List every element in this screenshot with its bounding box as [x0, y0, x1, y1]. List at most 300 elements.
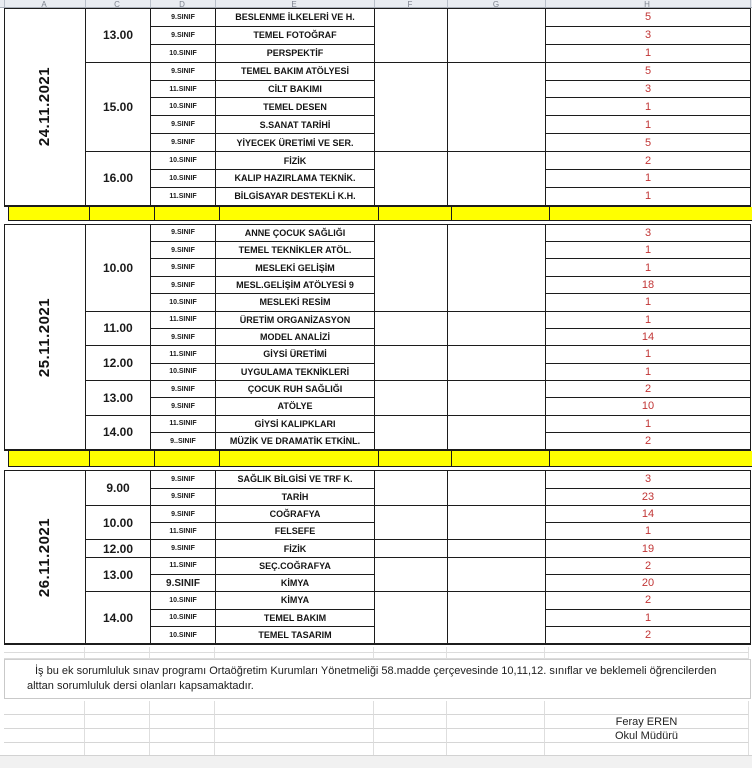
count-cell[interactable]	[546, 27, 750, 45]
course-cell[interactable]	[216, 398, 375, 415]
course-cell-label: GİYSİ ÜRETİMİ	[263, 349, 327, 360]
course-cell[interactable]	[216, 523, 375, 540]
signature-title[interactable]: Okul Müdürü	[545, 729, 749, 743]
course-cell[interactable]	[216, 346, 375, 363]
class-cell-label: 9.SINIF	[171, 385, 195, 393]
class-cell-label: 11.SINIF	[169, 562, 197, 570]
class-cell[interactable]	[151, 592, 216, 609]
course-cell[interactable]	[216, 81, 375, 99]
class-cell-label: 10.SINIF	[169, 596, 197, 604]
course-cell-label: TEMEL TEKNİKLER ATÖL.	[238, 245, 352, 256]
count-cell-label: 2	[644, 154, 652, 167]
empty-cell-g[interactable]	[448, 9, 546, 63]
time-cell-label: 11.00	[103, 321, 133, 336]
count-cell[interactable]	[546, 170, 750, 188]
class-cell-label: 9.SINIF	[171, 13, 195, 21]
column-separator	[750, 0, 751, 8]
class-cell[interactable]	[151, 259, 216, 276]
yellow-separator-cell[interactable]	[379, 207, 452, 220]
class-cell[interactable]	[151, 433, 216, 450]
empty-cell[interactable]	[150, 653, 215, 659]
course-cell[interactable]	[216, 63, 375, 81]
course-cell-label: BİLGİSAYAR DESTEKLİ K.H.	[234, 191, 356, 202]
course-cell[interactable]	[216, 27, 375, 45]
time-cell[interactable]	[86, 416, 151, 451]
class-cell[interactable]	[151, 346, 216, 363]
course-cell-label: MESLEKİ GELİŞİM	[255, 262, 335, 273]
class-cell[interactable]	[151, 523, 216, 540]
empty-cell-g[interactable]	[448, 381, 546, 416]
count-cell[interactable]	[546, 98, 750, 116]
empty-gridline-rows	[4, 647, 751, 659]
column-letter-c[interactable]: C	[114, 0, 120, 8]
class-cell[interactable]	[151, 45, 216, 63]
count-cell-label: 2	[644, 629, 652, 642]
yellow-separator-cell[interactable]	[155, 207, 220, 220]
empty-cell-g[interactable]	[448, 540, 546, 557]
course-cell[interactable]	[216, 592, 375, 609]
count-cell-label: 5	[644, 136, 652, 149]
empty-cell[interactable]	[374, 653, 447, 659]
course-cell-label: FİZİK	[283, 155, 307, 166]
column-separator	[545, 0, 546, 8]
count-cell[interactable]	[546, 540, 750, 557]
column-separator	[4, 0, 5, 8]
count-cell-label: 1	[644, 525, 652, 538]
course-cell-label: MÜZİK VE DRAMATİK ETKİNL.	[229, 436, 361, 447]
course-cell-label: KİMYA	[280, 595, 310, 606]
class-cell[interactable]	[151, 506, 216, 523]
course-cell-label: ANNE ÇOCUK SAĞLIĞI	[244, 227, 346, 238]
course-cell-label: MESL.GELİŞİM ATÖLYESİ 9	[236, 280, 354, 290]
empty-cell[interactable]	[447, 653, 545, 659]
empty-cell[interactable]	[447, 715, 545, 729]
empty-cell-f[interactable]	[375, 381, 448, 416]
course-cell[interactable]	[216, 312, 375, 329]
class-cell[interactable]	[151, 610, 216, 627]
class-cell-label: 11.SINIF	[169, 350, 197, 358]
empty-cell[interactable]	[374, 715, 447, 729]
time-cell-label: 15.00	[102, 99, 134, 114]
empty-cell-g[interactable]	[448, 152, 546, 206]
column-letter-h[interactable]: H	[644, 0, 650, 8]
empty-cell[interactable]	[215, 729, 374, 743]
count-cell[interactable]	[546, 364, 750, 381]
count-cell-label: 1	[644, 190, 652, 203]
class-cell[interactable]	[151, 398, 216, 415]
empty-cell-f[interactable]	[375, 152, 448, 206]
class-cell[interactable]	[151, 575, 216, 592]
empty-cell-g[interactable]	[448, 471, 546, 506]
time-cell[interactable]	[86, 471, 151, 506]
time-cell-label: 13.00	[102, 28, 134, 43]
empty-cell-g[interactable]	[448, 416, 546, 451]
column-letter-g[interactable]: G	[492, 0, 500, 8]
time-cell-label: 14.00	[102, 425, 134, 440]
class-cell[interactable]	[151, 329, 216, 346]
course-cell-label: UYGULAMA TEKNİKLERİ	[240, 366, 350, 377]
course-cell[interactable]	[216, 575, 375, 592]
yellow-separator-cell[interactable]	[550, 207, 752, 220]
count-cell[interactable]	[546, 152, 750, 170]
date-cell[interactable]	[5, 225, 86, 450]
class-cell-label: 9.SINIF	[171, 402, 195, 410]
empty-cell-g[interactable]	[448, 592, 546, 644]
count-cell[interactable]	[546, 506, 750, 523]
course-cell-label: GİYSİ KALIPKLARI	[254, 418, 336, 429]
yellow-separator-cell[interactable]	[9, 451, 90, 466]
empty-cell[interactable]	[4, 701, 85, 715]
class-cell[interactable]	[151, 558, 216, 575]
time-cell-label: 12.00	[102, 356, 134, 371]
count-cell-label: 3	[644, 473, 652, 486]
course-cell[interactable]	[216, 98, 375, 116]
count-cell-label: 14	[641, 331, 655, 344]
footer-note[interactable]	[4, 659, 751, 699]
class-cell-label: 10.SINIF	[169, 614, 197, 622]
empty-cell-f[interactable]	[375, 346, 448, 381]
class-cell-label: 10.SINIF	[169, 174, 197, 182]
class-cell-label: 9.SINIF	[171, 139, 195, 147]
class-cell-label: 9.SINIF	[171, 264, 195, 272]
empty-cell[interactable]	[150, 729, 215, 743]
count-cell[interactable]	[546, 242, 750, 259]
date-block-25.11.2021	[4, 224, 751, 451]
count-cell[interactable]	[546, 277, 750, 294]
time-cell[interactable]	[86, 506, 151, 541]
count-cell-label: 19	[641, 542, 655, 555]
course-cell-label: CİLT BAKIMI	[268, 84, 322, 94]
count-cell[interactable]	[546, 116, 750, 134]
count-cell[interactable]	[546, 259, 750, 276]
yellow-separator	[8, 207, 752, 221]
class-cell-label: 11.SINIF	[169, 316, 197, 324]
class-cell[interactable]	[151, 170, 216, 188]
empty-cell[interactable]	[85, 715, 150, 729]
count-cell[interactable]	[546, 134, 750, 152]
time-cell[interactable]	[86, 346, 151, 381]
count-cell[interactable]	[546, 416, 750, 433]
bottom-band	[0, 755, 752, 768]
class-cell[interactable]	[151, 627, 216, 644]
course-cell-label: TEMEL BAKIM ATÖLYESİ	[240, 66, 349, 77]
class-cell[interactable]	[151, 489, 216, 506]
time-cell-label: 16.00	[102, 171, 134, 186]
count-cell[interactable]	[546, 9, 750, 27]
column-separator	[150, 0, 151, 8]
course-cell[interactable]	[216, 45, 375, 63]
time-cell[interactable]	[86, 152, 151, 206]
signature-grid	[4, 701, 751, 757]
class-cell[interactable]	[151, 81, 216, 99]
empty-cell-f[interactable]	[375, 506, 448, 541]
course-cell[interactable]	[216, 610, 375, 627]
yellow-separator-cell[interactable]	[9, 207, 90, 220]
empty-cell-g[interactable]	[448, 225, 546, 312]
count-cell-label: 2	[644, 559, 652, 572]
date-cell-label: 25.11.2021	[36, 297, 54, 377]
empty-cell-f[interactable]	[375, 416, 448, 451]
count-cell[interactable]	[546, 398, 750, 415]
class-cell[interactable]	[151, 27, 216, 45]
count-cell-label: 5	[644, 11, 652, 24]
class-cell-label: 9..SINIF	[170, 437, 196, 445]
course-cell-label: FELSEFE	[274, 526, 316, 537]
course-cell[interactable]	[216, 489, 375, 506]
empty-cell-g[interactable]	[448, 312, 546, 347]
empty-cell-g[interactable]	[448, 346, 546, 381]
course-cell-label: S.SANAT TARİHİ	[259, 119, 331, 130]
count-cell[interactable]	[546, 489, 750, 506]
course-cell[interactable]	[216, 225, 375, 242]
count-cell-label: 1	[644, 348, 652, 361]
course-cell[interactable]	[216, 170, 375, 188]
empty-cell[interactable]	[447, 701, 545, 715]
time-cell-label: 13.00	[102, 390, 134, 405]
column-letter-d[interactable]: D	[179, 0, 185, 8]
count-cell-label: 1	[644, 47, 652, 60]
class-cell[interactable]	[151, 9, 216, 27]
course-cell[interactable]	[216, 134, 375, 152]
count-cell[interactable]	[546, 575, 750, 592]
empty-cell[interactable]	[374, 729, 447, 743]
course-cell[interactable]	[216, 364, 375, 381]
class-cell[interactable]	[151, 134, 216, 152]
yellow-separator-cell[interactable]	[155, 451, 220, 466]
class-cell[interactable]	[151, 188, 216, 206]
count-cell[interactable]	[546, 523, 750, 540]
course-cell[interactable]	[216, 627, 375, 644]
yellow-separator-cell[interactable]	[550, 451, 752, 466]
date-cell[interactable]	[5, 471, 86, 644]
course-cell-label: TEMEL BAKIM	[263, 612, 327, 623]
time-cell-label: 9.00	[106, 481, 130, 496]
course-cell[interactable]	[216, 540, 375, 557]
column-letter-f[interactable]: F	[407, 0, 413, 8]
empty-cell[interactable]	[447, 729, 545, 743]
count-cell[interactable]	[546, 81, 750, 99]
empty-cell-f[interactable]	[375, 592, 448, 644]
empty-cell-f[interactable]	[375, 63, 448, 152]
course-cell[interactable]	[216, 152, 375, 170]
empty-cell[interactable]	[215, 701, 374, 715]
class-cell-label: 9.SINIF	[171, 281, 195, 289]
time-cell-label: 12.00	[102, 541, 134, 556]
course-cell[interactable]	[216, 433, 375, 450]
count-cell[interactable]	[546, 63, 750, 81]
date-cell[interactable]	[5, 9, 86, 206]
class-cell[interactable]	[151, 416, 216, 433]
time-cell[interactable]	[86, 540, 151, 557]
empty-cell[interactable]	[215, 653, 374, 659]
yellow-separator-cell[interactable]	[90, 451, 155, 466]
course-cell[interactable]	[216, 558, 375, 575]
column-separator	[85, 0, 86, 8]
time-cell[interactable]	[86, 592, 151, 644]
empty-cell-g[interactable]	[448, 63, 546, 152]
class-cell-label: 9.SINIF	[171, 510, 195, 518]
time-cell-label: 13.00	[102, 567, 134, 582]
course-cell[interactable]	[216, 188, 375, 206]
empty-cell-g[interactable]	[448, 506, 546, 541]
course-cell-label: ÜRETİM ORGANİZASYON	[239, 314, 351, 325]
empty-cell[interactable]	[85, 729, 150, 743]
empty-cell[interactable]	[85, 701, 150, 715]
course-cell[interactable]	[216, 242, 375, 259]
class-cell[interactable]	[151, 294, 216, 311]
signature-name[interactable]: Feray EREN	[545, 715, 749, 729]
column-separator	[374, 0, 375, 8]
course-cell-label: KALIP HAZIRLAMA TEKNİK.	[234, 173, 356, 184]
class-cell-label: 11.SINIF	[169, 420, 197, 428]
yellow-separator-cell[interactable]	[379, 451, 452, 466]
yellow-separator	[8, 451, 752, 467]
time-cell[interactable]	[86, 381, 151, 416]
count-cell-label: 1	[644, 365, 652, 378]
count-cell[interactable]	[546, 627, 750, 644]
course-cell[interactable]	[216, 294, 375, 311]
count-cell[interactable]	[546, 558, 750, 575]
class-cell[interactable]	[151, 242, 216, 259]
class-cell-label: 9.SINIF	[166, 577, 200, 589]
time-cell[interactable]	[86, 312, 151, 347]
empty-cell[interactable]	[545, 653, 749, 659]
count-cell-label: 1	[644, 118, 652, 131]
course-cell[interactable]	[216, 9, 375, 27]
yellow-separator-cell[interactable]	[220, 451, 379, 466]
class-cell-label: 10.SINIF	[169, 157, 197, 165]
empty-cell-g[interactable]	[448, 558, 546, 593]
empty-cell-f[interactable]	[375, 558, 448, 593]
course-cell-label: MESLEKİ RESİM	[259, 297, 331, 308]
count-cell[interactable]	[546, 592, 750, 609]
class-cell-label: 11.SINIF	[169, 527, 197, 535]
column-separator	[447, 0, 448, 8]
course-cell-label: SAĞLIK BİLGİSİ VE TRF K.	[237, 474, 353, 485]
class-cell[interactable]	[151, 63, 216, 81]
count-cell-label: 1	[644, 261, 652, 274]
empty-cell-f[interactable]	[375, 312, 448, 347]
column-letter-a[interactable]: A	[41, 0, 47, 8]
course-cell-label: BESLENME İLKELERİ VE H.	[235, 12, 355, 23]
count-cell[interactable]	[546, 346, 750, 363]
time-cell-label: 10.00	[102, 260, 134, 275]
empty-cell-f[interactable]	[375, 225, 448, 312]
count-cell[interactable]	[546, 329, 750, 346]
course-cell[interactable]	[216, 329, 375, 346]
class-cell[interactable]	[151, 277, 216, 294]
date-cell-label: 24.11.2021	[36, 67, 54, 147]
count-cell[interactable]	[546, 225, 750, 242]
count-cell-label: 18	[641, 279, 655, 291]
course-cell[interactable]	[216, 277, 375, 294]
footer-note-line2: alttan sorumluluk dersi olanları kapsamaktadır.	[27, 680, 254, 693]
count-cell[interactable]	[546, 471, 750, 488]
empty-cell[interactable]	[215, 715, 374, 729]
class-cell[interactable]	[151, 98, 216, 116]
course-cell-label: TARİH	[281, 491, 309, 502]
course-cell-label: PERSPEKTİF	[266, 48, 324, 59]
empty-cell-f[interactable]	[375, 9, 448, 63]
time-cell[interactable]	[86, 558, 151, 593]
count-cell[interactable]	[546, 312, 750, 329]
course-cell-label: KİMYA	[280, 578, 310, 589]
empty-cell[interactable]	[4, 715, 85, 729]
empty-cell[interactable]	[85, 653, 150, 659]
class-cell[interactable]	[151, 116, 216, 134]
class-cell-label: 9.SINIF	[171, 31, 195, 39]
column-separator	[215, 0, 216, 8]
class-cell-label: 9.SINIF	[171, 493, 195, 501]
class-cell-label: 10.SINIF	[169, 631, 197, 639]
class-cell-label: 9.SINIF	[171, 246, 195, 254]
time-cell[interactable]	[86, 9, 151, 63]
count-cell[interactable]	[546, 188, 750, 206]
count-cell-label: 5	[644, 65, 652, 78]
class-cell[interactable]	[151, 540, 216, 557]
class-cell-label: 9.SINIF	[171, 67, 195, 75]
class-cell-label: 11.SINIF	[169, 192, 197, 200]
course-cell[interactable]	[216, 506, 375, 523]
class-cell-label: 9.SINIF	[171, 121, 195, 129]
empty-cell[interactable]	[4, 729, 85, 743]
course-cell-label: MODEL ANALİZİ	[260, 332, 330, 343]
course-cell-label: YİYECEK ÜRETİMİ VE SER.	[236, 137, 354, 148]
course-cell-label: TEMEL TASARIM	[258, 630, 332, 641]
column-letter-e[interactable]: E	[291, 0, 297, 8]
course-cell[interactable]	[216, 116, 375, 134]
count-cell[interactable]	[546, 610, 750, 627]
empty-cell-f[interactable]	[375, 471, 448, 506]
empty-cell-f[interactable]	[375, 540, 448, 557]
count-cell-label: 23	[641, 490, 655, 503]
course-cell[interactable]	[216, 471, 375, 488]
empty-cell[interactable]	[150, 701, 215, 715]
empty-cell[interactable]	[4, 653, 85, 659]
count-cell[interactable]	[546, 45, 750, 63]
time-cell[interactable]	[86, 225, 151, 312]
count-cell[interactable]	[546, 381, 750, 398]
yellow-separator-cell[interactable]	[220, 207, 379, 220]
count-cell[interactable]	[546, 433, 750, 450]
course-cell[interactable]	[216, 259, 375, 276]
empty-cell[interactable]	[150, 715, 215, 729]
course-cell[interactable]	[216, 381, 375, 398]
class-cell[interactable]	[151, 152, 216, 170]
time-cell[interactable]	[86, 63, 151, 152]
course-cell-label: TEMEL FOTOĞRAF	[253, 30, 337, 41]
class-cell[interactable]	[151, 381, 216, 398]
class-cell-label: 10.SINIF	[169, 103, 197, 111]
count-cell[interactable]	[546, 294, 750, 311]
time-cell-label: 10.00	[102, 515, 134, 530]
course-cell-label: TEMEL DESEN	[263, 101, 327, 112]
yellow-separator-cell[interactable]	[452, 451, 550, 466]
class-cell[interactable]	[151, 364, 216, 381]
yellow-separator-cell[interactable]	[90, 207, 155, 220]
course-cell[interactable]	[216, 416, 375, 433]
class-cell[interactable]	[151, 471, 216, 488]
class-cell[interactable]	[151, 312, 216, 329]
empty-cell[interactable]	[545, 701, 749, 715]
class-cell-label: 10.SINIF	[169, 368, 197, 376]
class-cell[interactable]	[151, 225, 216, 242]
yellow-separator-cell[interactable]	[452, 207, 550, 220]
count-cell-label: 1	[644, 244, 652, 257]
empty-cell[interactable]	[374, 701, 447, 715]
count-cell-label: 20	[641, 577, 655, 590]
count-cell-label: 2	[644, 594, 652, 607]
